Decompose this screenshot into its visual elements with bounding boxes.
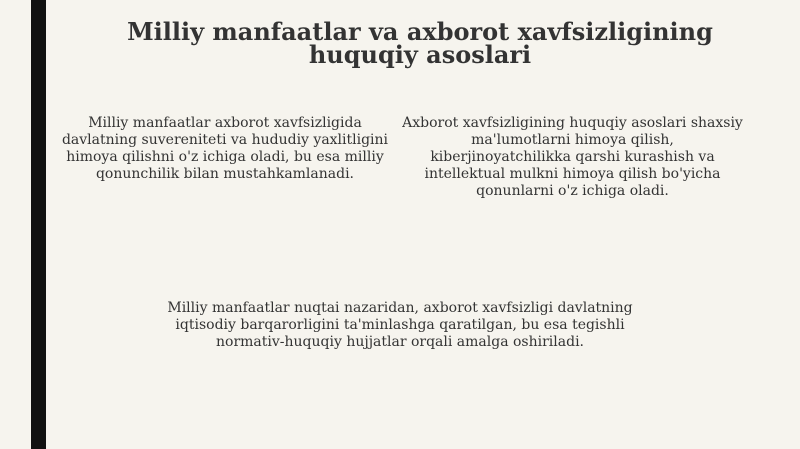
left-margin-band <box>0 0 31 449</box>
slide-title: Milliy manfaatlar va axborot xavfsizligining huquqiy asoslari <box>127 17 713 69</box>
left-paragraph: Milliy manfaatlar axborot xavfsizligida davlatning suvereniteti va hududiy yaxlitligini himoya qilishni o'z ichiga oladi, bu esa milliy qonunchilik bilan mustahkamlanadi. <box>61 115 389 182</box>
bottom-paragraph: Milliy manfaatlar nuqtai nazaridan, axborot xavfsizligi davlatning iqtisodiy barqarorligini ta'minlashga qaratilgan, bu esa tegishli normativ-huquqiy hujjatlar orqali amalga oshiriladi. <box>167 300 633 350</box>
right-paragraph: Axborot xavfsizligining huquqiy asoslari shaxsiy ma'lumotlarni himoya qilish, kiberjinoyatchilikka qarshi kurashish va intellektual mulkni himoya qilish bo'yicha qonunlarni o'z ichiga oladi. <box>402 115 743 199</box>
left-accent-bar <box>31 0 46 449</box>
